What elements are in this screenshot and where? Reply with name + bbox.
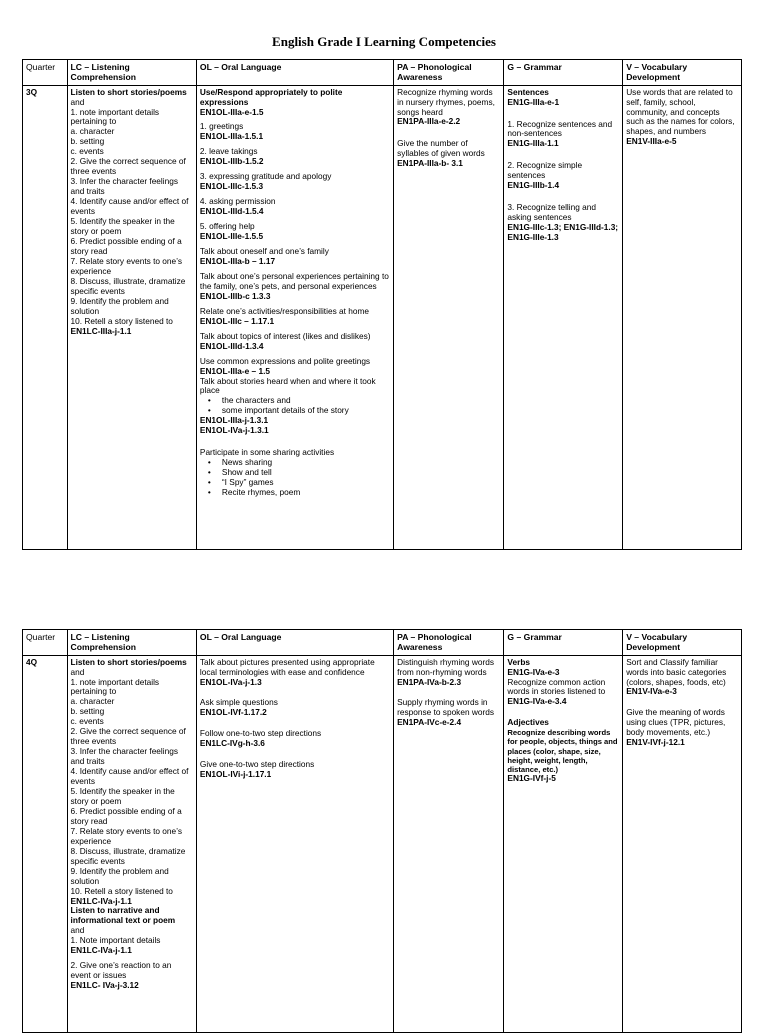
header-ol: OL – Oral Language — [196, 60, 393, 86]
g-heading: Adjectives — [507, 717, 549, 728]
lc-item: 7. Relate story events to one’s experience — [70, 255, 182, 276]
ol-item: Talk about one’s personal experiences pertaining to the family, one’s pets, and personal experiences — [199, 270, 389, 291]
lc-item: 9. Identify the problem and solution — [70, 295, 169, 316]
lc-item: 5. Identify the speaker in the story or poem — [70, 216, 175, 236]
lc-item: a. character — [70, 696, 115, 707]
v-item: Give the meaning of words using clues (TPR, pictures, body movements, etc.) — [626, 707, 726, 738]
quarter-row — [23, 655, 742, 1032]
lc-item: c. events — [70, 716, 104, 727]
ol-code: EN1LC-IVg-h-3.6 — [199, 738, 265, 749]
ol-item: 4. asking permission — [199, 196, 276, 207]
ol-item: Talk about stories heard when and where it took place — [199, 375, 376, 396]
v-cell — [623, 85, 742, 549]
lc-item: 5. Identify the speaker in the story or poem — [70, 786, 175, 806]
header-g: G – Grammar — [504, 60, 623, 86]
lc-item: 3. Infer the character feelings and traits — [70, 176, 178, 197]
v-item: Sort and Classify familiar words into basic categories (colors, shapes, foods, etc) — [626, 656, 727, 687]
ol-cell — [196, 655, 393, 1032]
lc-item: 6. Predict possible ending of a story read — [70, 235, 182, 256]
lc-item: 2. Give the correct sequence of three events — [70, 156, 186, 177]
lc-heading: Listen to short stories/poems — [70, 86, 187, 97]
lc-heading: Listen to short stories/poems — [70, 656, 187, 667]
header-row — [23, 60, 742, 86]
v-code: EN1V-IIIa-e-5 — [626, 136, 677, 147]
ol-item: Ask simple questions — [199, 697, 278, 708]
ol-code: EN1OL-IIIc-1.5.3 — [199, 181, 264, 192]
header-quarter: Quarter — [23, 630, 68, 656]
g-cell — [504, 655, 623, 1032]
ol-bullet: • some important details of the story — [200, 406, 390, 416]
ol-bullet: • “I Spy” games — [200, 478, 390, 488]
ol-code: EN1OL-IVa-j-1.3 — [199, 676, 262, 687]
v-code: EN1V-IVf-j-12.1 — [626, 737, 685, 748]
header-g: G – Grammar — [504, 630, 623, 656]
lc-heading-tail: and — [70, 666, 85, 677]
lc-item: 4. Identify cause and/or effect of events — [70, 766, 189, 787]
ol-item: Talk about topics of interest (likes and dislikes) — [199, 330, 371, 341]
lc-item: 6. Predict possible ending of a story read — [70, 805, 182, 826]
ol-bullet: • News sharing — [200, 458, 390, 468]
ol-code: EN1OL-IIId-1.5.4 — [199, 206, 264, 217]
lc-item: 10. Retell a story listened to — [70, 885, 173, 896]
header-v: V – Vocabulary Development — [623, 630, 742, 656]
competency-table-q3 — [22, 59, 742, 550]
ol-item: Use common expressions and polite greetings — [199, 355, 371, 366]
lc-code: EN1LC-IVa-j-1.1 — [70, 895, 132, 906]
g-code: EN1G-IIIb-1.4 — [507, 180, 560, 191]
v-cell — [623, 655, 742, 1032]
lc-cell — [67, 655, 196, 1032]
g-item: 2. Recognize simple sentences — [507, 160, 583, 181]
g-heading: Sentences — [507, 86, 549, 97]
pa-code: EN1PA-IVa-b-2.3 — [397, 676, 462, 687]
header-v: V – Vocabulary Development — [623, 60, 742, 86]
pa-code: EN1PA-IIIa-b- 3.1 — [397, 158, 463, 169]
pa-cell — [394, 655, 504, 1032]
g-cell — [504, 85, 623, 549]
header-lc: LC – Listening Comprehension — [67, 60, 196, 86]
page-title: English Grade I Learning Competencies — [272, 34, 496, 49]
ol-item: Talk about oneself and one’s family — [199, 246, 329, 257]
ol-bullet: • Recite rhymes, poem — [200, 488, 390, 498]
ol-item: 2. leave takings — [199, 146, 258, 157]
lc-heading-tail: and — [70, 96, 85, 107]
pa-code: EN1PA-IVc-e-2.4 — [397, 717, 462, 728]
g-code: EN1G-IVa-e-3 — [507, 666, 560, 677]
lc-item: 1. note important details pertaining to — [70, 676, 160, 697]
ol-code: EN1OL-IIIc – 1.17.1 — [199, 315, 275, 326]
pa-code: EN1PA-IIIa-e-2.2 — [397, 116, 461, 127]
g-heading: Verbs — [507, 656, 531, 667]
g-code: EN1G-IIIc-1.3; EN1G-IIId-1.3; EN1G-IIIe-1.3 — [507, 222, 619, 243]
pa-item: Give the number of syllables of given words — [397, 138, 485, 159]
ol-code: EN1OL-IIIa-1.5.1 — [199, 131, 264, 142]
pa-item: Recognize rhyming words in nursery rhymes, poems, songs heard — [397, 86, 495, 117]
quarter-cell — [23, 85, 68, 549]
ol-code: EN1OL-IIIa-b – 1.17 — [199, 255, 276, 266]
ol-item: Talk about pictures presented using appropriate local terminologies with ease and confidence — [199, 656, 375, 677]
lc-item: 2. Give the correct sequence of three events — [70, 726, 186, 747]
ol-code: EN1OL-IIIa-j-1.3.1 — [199, 415, 269, 426]
competency-table-q4 — [22, 629, 742, 1033]
lc-item: b. setting — [70, 706, 105, 717]
lc-item: 8. Discuss, illustrate, dramatize specific events — [70, 845, 186, 866]
quarter-label: 4Q — [26, 656, 38, 667]
quarter-label: 3Q — [26, 86, 38, 97]
quarter-row — [23, 85, 742, 549]
ol-code: EN1OL-IVf-1.17.2 — [199, 707, 267, 718]
lc-item: 1. Note important details — [70, 935, 161, 946]
lc-item: 2. Give one’s reaction to an event or issues — [70, 960, 172, 981]
g-code: EN1G-IIIa-1.1 — [507, 138, 559, 149]
header-pa: PA – Phonological Awareness — [394, 60, 504, 86]
lc-code: EN1LC- IVa-j-3.12 — [70, 980, 139, 991]
ol-item: 1. greetings — [199, 121, 244, 132]
lc-item: c. events — [70, 146, 104, 157]
lc-code: EN1LC-IIIa-j-1.1 — [70, 325, 132, 336]
g-item: Recognize describing words for people, objects, things and places (color, shape, size, height, weight, length, distance, etc.) — [507, 728, 618, 774]
lc-item: a. character — [70, 126, 115, 137]
g-item: Recognize common action words in stories listened to — [507, 676, 606, 697]
ol-heading: Use/Respond appropriately to polite expressions — [199, 86, 343, 107]
ol-item: Participate in some sharing activities — [199, 447, 335, 458]
ol-code: EN1OL-IVi-j-1.17.1 — [199, 769, 272, 780]
ol-item: 3. expressing gratitude and apology — [199, 171, 332, 182]
ol-item: Relate one’s activities/responsibilities at home — [199, 305, 370, 316]
ol-cell — [196, 85, 393, 549]
lc-item: 4. Identify cause and/or effect of events — [70, 196, 189, 217]
ol-code: EN1OL-IIIa-e-1.5 — [199, 106, 264, 117]
lc-item: 10. Retell a story listened to — [70, 315, 173, 326]
lc-item: 3. Infer the character feelings and traits — [70, 746, 178, 767]
ol-code: EN1OL-IVa-j-1.3.1 — [199, 425, 269, 436]
ol-code: EN1OL-IIIa-e – 1.5 — [199, 365, 270, 376]
lc-item: 8. Discuss, illustrate, dramatize specific events — [70, 275, 186, 296]
pa-item: Distinguish rhyming words from non-rhyming words — [397, 656, 494, 677]
g-code: EN1G-IVa-e-3.4 — [507, 696, 567, 707]
ol-item: 5. offering help — [199, 221, 255, 232]
header-quarter: Quarter — [23, 60, 68, 86]
header-row — [23, 630, 742, 656]
v-item: Use words that are related to self, family, school, community, and concepts such as the names for colors, shapes, and numbers — [626, 86, 735, 137]
lc-heading: Listen to narrative and informational text or poem — [70, 905, 176, 926]
ol-code: EN1OL-IIId-1.3.4 — [199, 340, 264, 351]
quarter-cell — [23, 655, 68, 1032]
g-item: 1. Recognize sentences and non-sentences — [507, 118, 613, 139]
pa-item: Supply rhyming words in response to spoken words — [397, 697, 494, 718]
lc-item: 9. Identify the problem and solution — [70, 865, 169, 886]
header-ol: OL – Oral Language — [196, 630, 393, 656]
g-code: EN1G-IIIa-e-1 — [507, 96, 560, 107]
lc-item: b. setting — [70, 136, 105, 147]
g-item: 3. Recognize telling and asking sentences — [507, 202, 596, 223]
ol-bullet: • Show and tell — [200, 468, 390, 478]
header-lc: LC – Listening Comprehension — [67, 630, 196, 656]
g-code: EN1G-IVf-j-5 — [507, 772, 556, 783]
ol-code: EN1OL-IIIb-c 1.3.3 — [199, 290, 271, 301]
ol-bullet: • the characters and — [200, 396, 390, 406]
lc-item: 7. Relate story events to one’s experience — [70, 825, 182, 846]
ol-code: EN1OL-IIIb-1.5.2 — [199, 156, 264, 167]
lc-heading-tail: and — [70, 925, 85, 936]
ol-item: Follow one-to-two step directions — [199, 728, 322, 739]
pa-cell — [394, 85, 504, 549]
lc-cell — [67, 85, 196, 549]
lc-item: 1. note important details pertaining to — [70, 106, 160, 127]
v-code: EN1V-IVa-e-3 — [626, 686, 677, 697]
ol-code: EN1OL-IIIe-1.5.5 — [199, 231, 264, 242]
ol-item: Give one-to-two step directions — [199, 759, 315, 770]
header-pa: PA – Phonological Awareness — [394, 630, 504, 656]
lc-code: EN1LC-IVa-j-1.1 — [70, 945, 132, 956]
